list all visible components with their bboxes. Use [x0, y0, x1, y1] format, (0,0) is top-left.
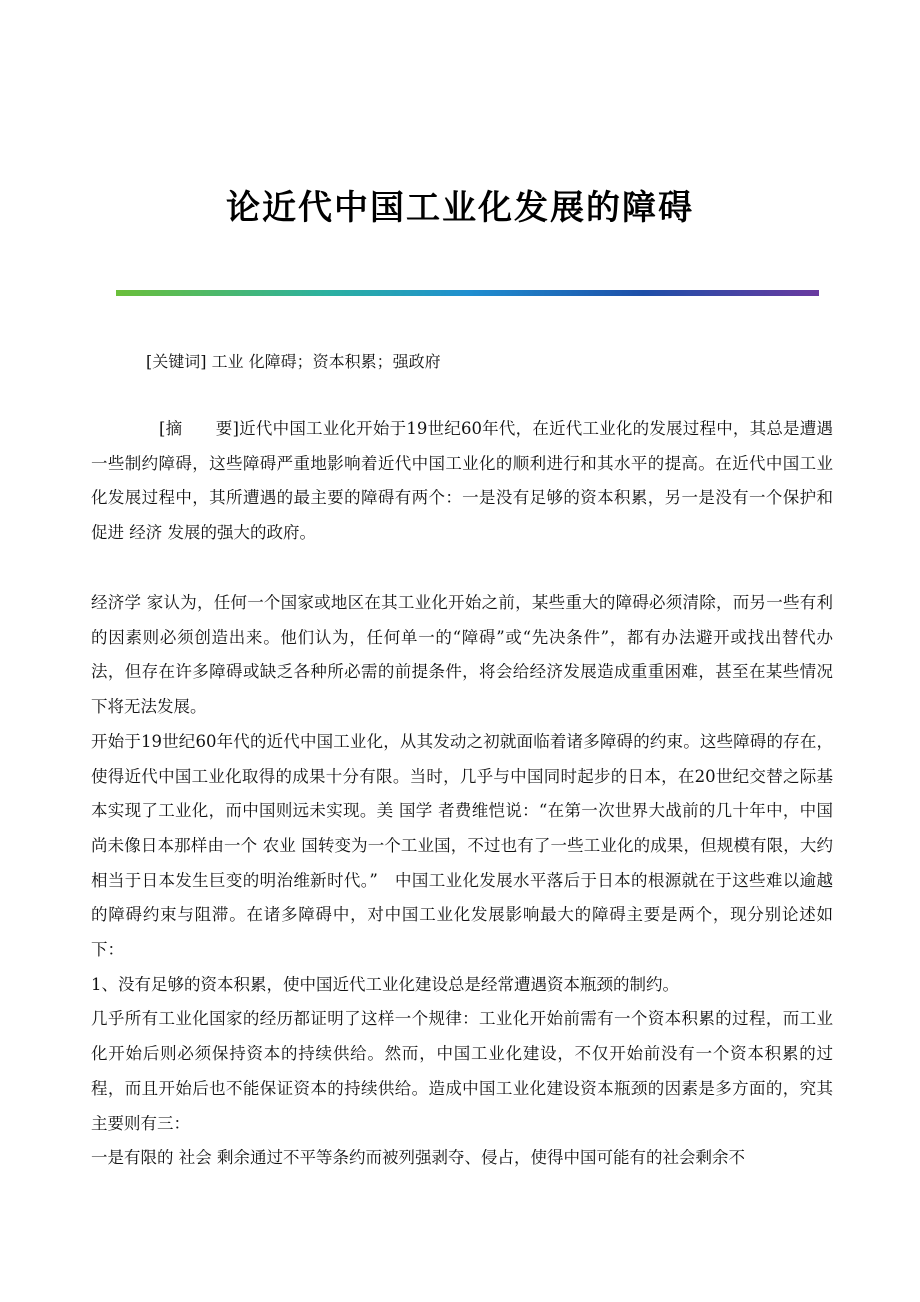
abstract-paragraph — [91, 412, 833, 550]
document-body — [91, 586, 833, 1176]
keywords-line: [关键词] 工业 化障碍；资本积累；强政府 — [146, 352, 441, 371]
document-title: 论近代中国工业化发展的障碍 — [226, 188, 694, 228]
body-paragraph-1: 经济学 家认为，任何一个国家或地区在其工业化开始之前，某些重大的障碍必须清除，而另一些有利的因素则必须创造出来。他们认为，任何单一的“障碍”或“先决条件”，都有办法避开或找出替代办法，但存在许多障碍或缺乏各种所必需的前提条件，将会给经济发展造成重重困难，甚至在某些情况下将无法发展。 — [91, 593, 833, 717]
body-paragraph-2: 开始于19世纪60年代的近代中国工业化，从其发动之初就面临着诸多障碍的约束。这些障碍的存在，使得近代中国工业化取得的成果十分有限。当时，几乎与中国同时起步的日本，在20世纪交替之际基本实现了工业化，而中国则远未实现。美 国学 者费维恺说：“在第一次世界大战前的几十年中，中国尚未像日本那样由一个 农业 国转变为一个工业国，不过也有了一些工业化的成果，但规模有限，大约相当于日本发生巨变的明治维新时代。” 中国工业化发展水平落后于日本的根源就在于这些难以逾越的障碍约束与阻滞。在诸多障碍中，对中国工业化发展影响最大的障碍主要是两个，现分别论述如下： — [91, 731, 833, 960]
body-paragraph-5: 一是有限的 社会 剩余通过不平等条约而被列强剥夺、侵占，使得中国可能有的社会剩余不 — [91, 1148, 745, 1168]
body-paragraph-3: 1、没有足够的资本积累，使中国近代工业化建设总是经常遭遇资本瓶颈的制约。 — [91, 974, 679, 994]
body-paragraph-4: 几乎所有工业化国家的经历都证明了这样一个规律：工业化开始前需有一个资本积累的过程，而工业化开始后则必须保持资本的持续供给。然而，中国工业化建设，不仅开始前没有一个资本积累的过程，而且开始后也不能保证资本的持续供给。造成中国工业化建设资本瓶颈的因素是多方面的，究其主要则有三： — [91, 1009, 833, 1133]
abstract-text: [摘 要]近代中国工业化开始于19世纪60年代，在近代工业化的发展过程中，其总是遭遇一些制约障碍，这些障碍严重地影响着近代中国工业化的顺利进行和其水平的提高。在近代中国工业化发展过程中，其所遭遇的最主要的障碍有两个：一是没有足够的资本积累，另一是没有一个保护和促进 经济 发展的强大的政府。 — [91, 419, 833, 542]
title-divider — [116, 290, 819, 296]
